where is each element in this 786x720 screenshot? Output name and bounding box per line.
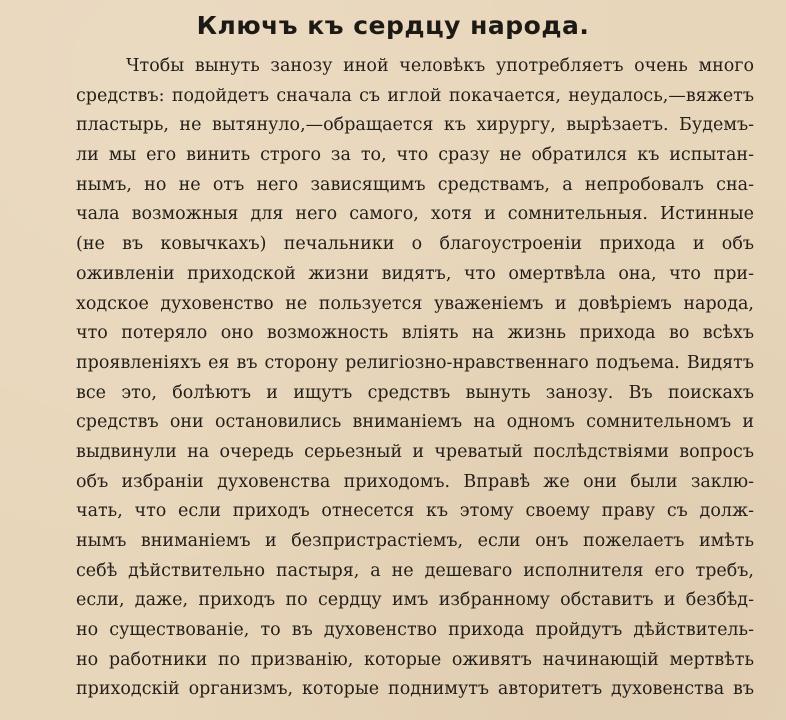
text-line: себѣ дѣйствительно пастыря, а не дешеваго исполнителя его требъ, xyxy=(76,560,754,581)
text-line: выдвинули на очередь серьезный и чреватый послѣдствіями вопросъ xyxy=(76,441,754,462)
text-line: (не въ ковычкахъ) печальники о благоустроеніи прихода и объ xyxy=(76,234,754,255)
text-line: приходскій организмъ, которые поднимутъ авторитетъ духовенства въ xyxy=(76,679,754,700)
text-line: чала возможныя для него самого, хотя и сомнительныя. Истинные xyxy=(76,204,754,225)
text-line: что потеряло оно возможность вліять на жизнь прихода во всѣхъ xyxy=(76,323,754,344)
text-line: но существованіе, то въ духовенство прихода пройдутъ дѣйствитель- xyxy=(76,620,754,641)
text-line: объ избраніи духовенства приходомъ. Вправѣ же они были заклю- xyxy=(76,471,754,492)
article-body xyxy=(76,52,754,705)
text-line: ходское духовенство не пользуется уваженіемъ и довѣріемъ народа, xyxy=(76,293,754,314)
text-line: нымъ вниманіемъ и безпристрастіемъ, если онъ пожелаетъ имѣть xyxy=(76,531,754,551)
text-line: пластырь, не вытянуло,—обращается къ хирургу, вырѣзаетъ. Будемъ- xyxy=(76,115,754,136)
text-line: Чтобы вынуть занозу иной человѣкъ употребляетъ очень много xyxy=(126,56,754,76)
text-line: если, даже, приходъ по сердцу имъ избранному обставитъ и безбѣд- xyxy=(76,590,754,611)
text-line: нымъ, но не отъ него зависящимъ средствамъ, а непробовалъ сна- xyxy=(76,174,754,195)
text-line: проявленіяхъ ея въ сторону религіозно-нравственнаго подъема. Видятъ xyxy=(76,352,754,373)
text-line: чать, что если приходъ отнесется къ этому своему праву съ долж- xyxy=(76,501,754,522)
article-title: Ключъ къ сердцу народа. xyxy=(196,11,590,40)
text-line: но работники по призванію, которые оживятъ начинающій мертвѣть xyxy=(76,649,754,670)
text-line: оживленіи приходской жизни видятъ, что омертвѣла она, что при- xyxy=(76,263,754,284)
text-line: ли мы его винить строго за то, что сразу не обратился къ испытан- xyxy=(76,145,754,166)
text-line: средствъ они остановились вниманіемъ на одномъ сомнительномъ и xyxy=(76,412,754,433)
text-line: средствъ: подойдетъ сначала съ иглой покачается, неудалось,—вяжетъ xyxy=(76,85,754,106)
text-line: все это, болѣютъ и ищутъ средствъ вынуть занозу. Въ поискахъ xyxy=(76,382,754,403)
